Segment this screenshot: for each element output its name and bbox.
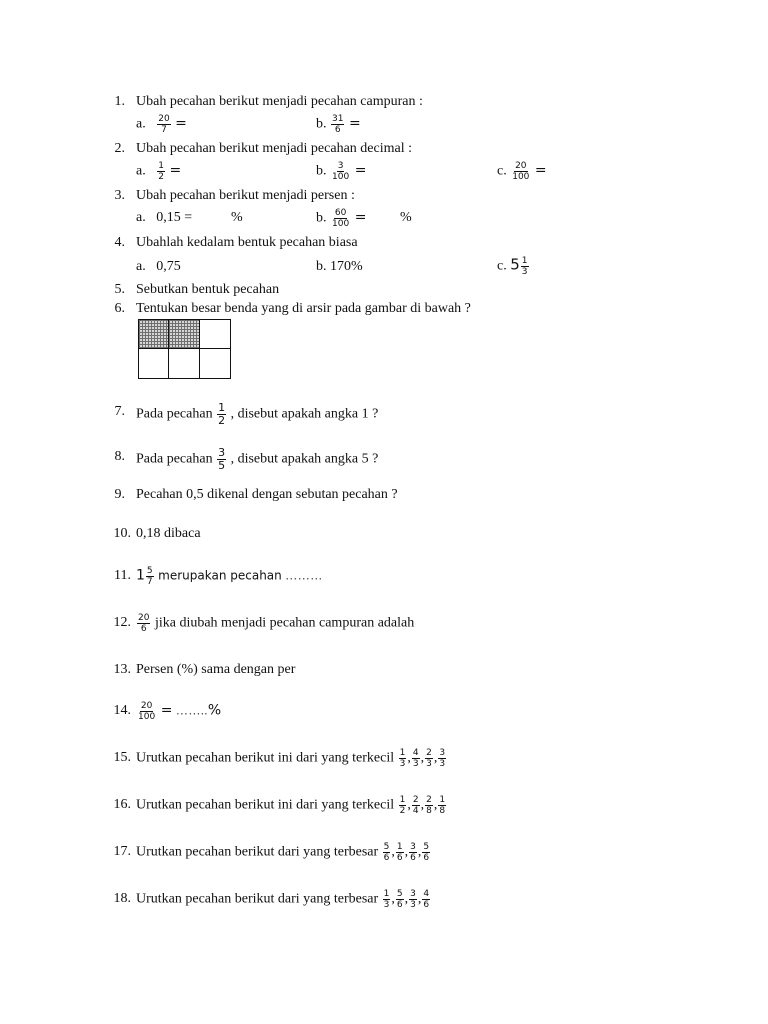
- fraction: $\frac{5}{7}$: [146, 566, 153, 587]
- question-number: 17.: [113, 844, 131, 859]
- question-number: 13.: [113, 662, 131, 677]
- question-text: Ubah pecahan berikut menjadi pecahan decimal :: [136, 141, 412, 156]
- empty-cell: [200, 349, 230, 378]
- fraction: $\frac{3}{3}$: [439, 748, 446, 769]
- question-number: 5.: [114, 282, 125, 297]
- question-text: Ubahlah kedalam bentuk pecahan biasa: [136, 235, 358, 250]
- question-number: 18.: [113, 891, 131, 906]
- question-number: 10.: [113, 526, 131, 541]
- question-text: Ubah pecahan berikut menjadi pecahan campuran :: [136, 94, 423, 109]
- question-number: 6.: [114, 301, 125, 316]
- question-number: 15.: [113, 750, 131, 765]
- fraction: $\frac{4}{3}$: [412, 748, 419, 769]
- fraction: $\frac{3}{6}$: [410, 842, 416, 863]
- fraction: $\frac{3}{3}$: [410, 889, 416, 910]
- fraction: $\frac{1}{3}$: [399, 748, 406, 769]
- fraction: $\frac{1}{3}$: [383, 889, 390, 910]
- fraction: $\frac{2}{8}$: [426, 795, 432, 816]
- fraction: $\frac{1}{3}$: [521, 256, 528, 277]
- fraction: $\frac{1}{2}$: [399, 795, 406, 816]
- fraction: $\frac{20}{100}$: [512, 161, 530, 182]
- shaded-cell: [169, 320, 199, 349]
- fraction: $\frac{20}{100}$: [138, 701, 156, 722]
- fraction: $\frac{20}{6}$: [138, 613, 150, 634]
- fraction: $\frac{3}{100}$: [332, 161, 350, 182]
- question-number: 9.: [114, 487, 125, 502]
- fraction: $\frac{1}{8}$: [439, 795, 446, 816]
- q2-option-c: c. $\frac{20}{100}$ =: [497, 161, 547, 182]
- fraction: $\frac{3}{5}$: [218, 446, 226, 472]
- question-number: 8.: [114, 449, 125, 464]
- q4-option-b: b. 170%: [316, 259, 363, 274]
- question-text: 0,18 dibaca: [136, 526, 201, 541]
- empty-cell: [139, 349, 169, 378]
- question-text: Pecahan 0,5 dikenal dengan sebutan pecahan ?: [136, 487, 398, 502]
- shaded-fraction-figure: [138, 319, 231, 379]
- question-number: 7.: [114, 404, 125, 419]
- shaded-cell: [139, 320, 169, 349]
- fraction: $\frac{5}{6}$: [396, 889, 403, 910]
- fraction: $\frac{5}{6}$: [383, 842, 390, 863]
- fraction: $\frac{2}{4}$: [412, 795, 419, 816]
- q1-option-b: b. $\frac{31}{6}$ =: [316, 114, 361, 135]
- fraction: $\frac{60}{100}$: [332, 208, 350, 229]
- question-text: Tentukan besar benda yang di arsir pada gambar di bawah ?: [136, 301, 471, 316]
- fraction: $\frac{4}{6}$: [423, 889, 430, 910]
- fraction: $\frac{2}{3}$: [426, 748, 432, 769]
- q2-option-a: a. $\frac{1}{2}$ =: [136, 161, 182, 182]
- question-number: 1.: [114, 94, 125, 109]
- q4-option-a: a. 0,75: [136, 259, 181, 274]
- question-number: 2.: [114, 141, 125, 156]
- fraction: $\frac{31}{6}$: [332, 114, 344, 135]
- question-number: 11.: [114, 568, 131, 583]
- empty-cell: [200, 320, 230, 349]
- q3-option-b: b. $\frac{60}{100}$ = %: [316, 208, 412, 229]
- q1-option-a: a. $\frac{20}{7}$ =: [136, 114, 187, 135]
- empty-cell: [169, 349, 199, 378]
- question-text: Persen (%) sama dengan per: [136, 662, 296, 677]
- fraction: $\frac{20}{7}$: [158, 114, 170, 135]
- q3-option-a: a. 0,15 = %: [136, 210, 243, 225]
- question-number: 4.: [114, 235, 125, 250]
- question-text: Ubah pecahan berikut menjadi persen :: [136, 188, 355, 203]
- question-number: 16.: [113, 797, 131, 812]
- fraction: $\frac{1}{6}$: [396, 842, 403, 863]
- fraction: $\frac{1}{2}$: [158, 161, 164, 182]
- question-number: 12.: [113, 615, 131, 630]
- q2-option-b: b. $\frac{3}{100}$ =: [316, 161, 367, 182]
- question-number: 14.: [113, 703, 131, 718]
- fraction: $\frac{1}{2}$: [218, 401, 226, 427]
- fraction: $\frac{5}{6}$: [423, 842, 430, 863]
- question-number: 3.: [114, 188, 125, 203]
- question-text: Sebutkan bentuk pecahan: [136, 282, 280, 297]
- q4-option-c: c. 5 $\frac{1}{3}$: [497, 255, 528, 277]
